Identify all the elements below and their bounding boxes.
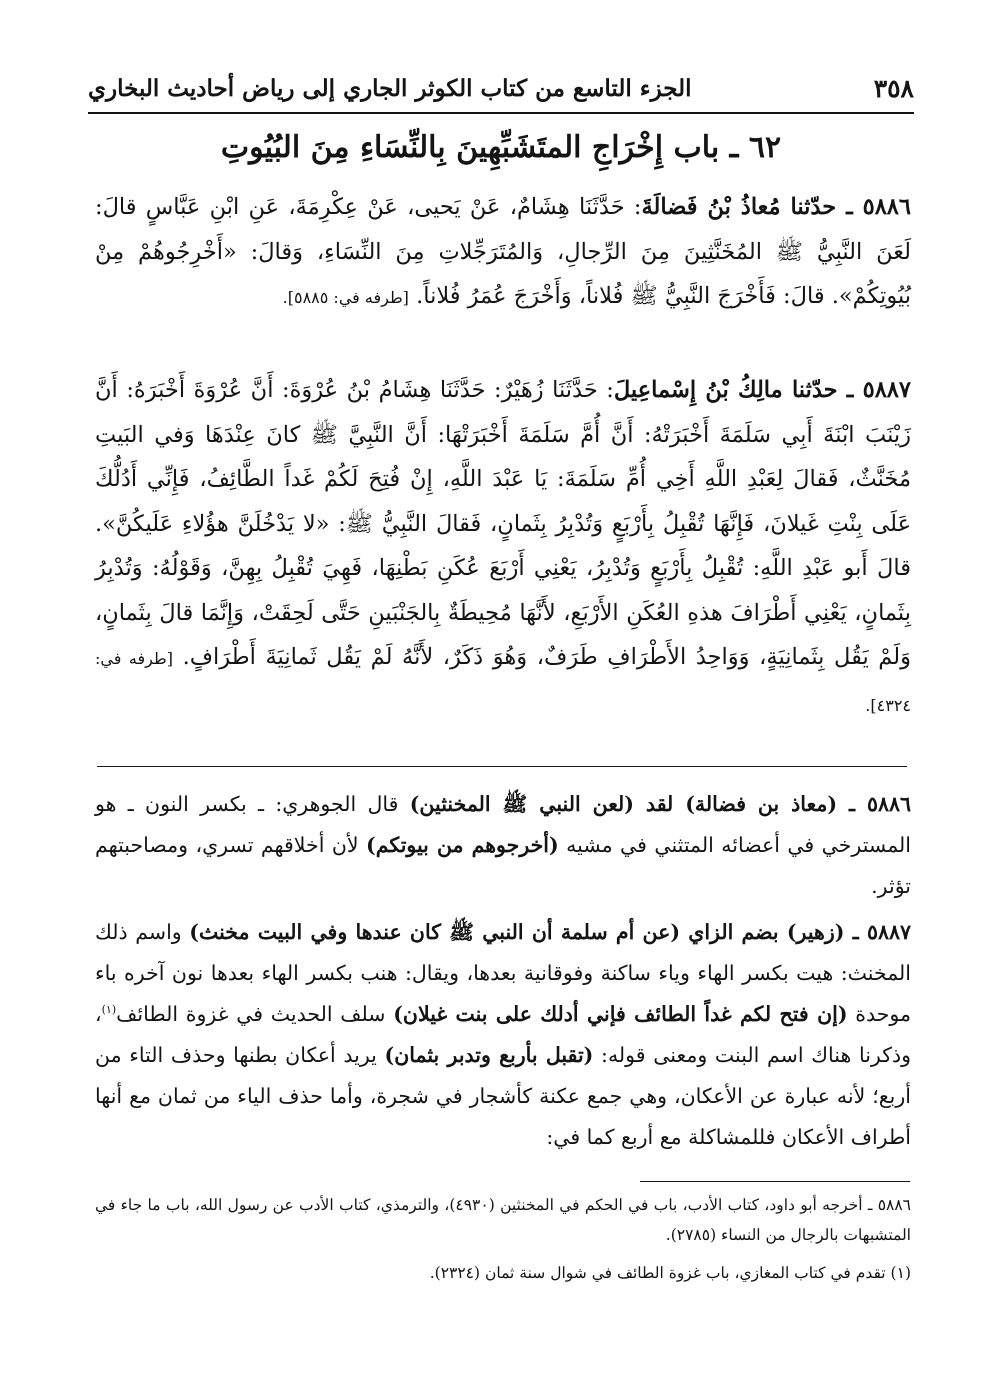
chapter-title: ٦٢ ـ باب إِخْرَاجِ المتَشَبِّهِينَ بِالنِّسَاءِ مِنَ البُيُوتِ xyxy=(220,130,782,165)
footnotes xyxy=(95,1190,911,1288)
commentary-heading: ٥٨٨٦ ـ (معاذ بن فضالة) لقد (لعن النبي ﷺ المخنثين) xyxy=(409,792,911,816)
hadith-5887 xyxy=(95,368,911,728)
commentary-text: سلف الحديث في غزوة الطائف xyxy=(116,1002,394,1026)
page-header xyxy=(88,66,914,110)
hadith-reference: [طرفه في: ٥٨٨٥]. xyxy=(282,288,409,307)
commentary-text: قال الجوهري: ـ بكسر النون ـ هو المسترخي في أعضائه المتثني في مشيه xyxy=(95,792,912,857)
running-title: الجزء التاسع من كتاب الكوثر الجاري إلى رياض أحاديث البخاري xyxy=(88,74,692,102)
hadith-text: : حَدَّثَنَا زُهَيْرٌ: حَدَّثَنَا هِشَامُ بْنُ عُرْوَةَ: أَنَّ عُرْوَةَ أَخْبَرَهُ: أَنَّ زَيْنَبَ ابْنَةَ أَبِي سَلَمَةَ أَخْبَرَتْهُ: أَنَّ أُمَّ سَلَمَةَ أَخْبَرَتْهَا: أَنَّ النَّبِيَّ ﷺ كانَ عِنْدَهَا وَفي البَيتِ مُخَنَّثٌ، فَقالَ لِعَبْدِ اللَّهِ أَخِي أُمِّ سَلَمَةَ: يَا عَبْدَ اللَّهِ، إِنْ فُتِحَ لَكُمْ غَداً الطَّائِفُ، فَإِنِّي أَدُلُّكَ عَلَى بِنْتِ غَيلانَ، فَإِنَّهَا تُقْبِلُ بِأَرْبَعٍ وَتُدْبِرُ بِثَمانٍ، فَقالَ النَّبِيُّ ﷺ: «لا يَدْخُلَنَّ هؤُلاءِ عَلَيكُنَّ». قالَ أَبو عَبْدِ اللَّهِ: تُقْبِلُ بِأَرْبَعٍ وَتُدْبِرُ، يَعْنِي أَرْبَعَ عُكَنِ بَطْنِهَا، فَهِيَ تُقْبِلُ بِهِنَّ، وَقَوْلُهُ: وَتُدْبِرُ بِثَمانٍ، يَعْنِي أَطْرَافَ هذهِ العُكَنِ الأَرْبَعِ، لأَنَّهَا مُحِيطَةٌ بِالجَنْبَينِ حَتَّى لَحِقَتْ، وَإِنَّمَا قالَ بِثَمانٍ، وَلَمْ يَقُل بِثَمانِيَةٍ، وَوَاحِدُ الأَطْرَافِ طَرَفٌ، وَهُوَ ذَكَرٌ، لأَنَّهُ لَمْ يَقُل ثَمانِيَةَ أَطْرَافٍ. xyxy=(95,377,912,670)
commentary-text: ، وذكرنا هناك اسم البنت ومعنى قوله: xyxy=(95,1002,911,1067)
commentary-quote: (أخرجوهم من بيوتكم) xyxy=(366,833,559,857)
hadith-lead: ٥٨٨٦ ـ حدّثنا مُعاذُ بْنُ فَضالَةَ xyxy=(641,194,911,220)
footnote-divider xyxy=(640,1181,910,1182)
footnote-item: ٥٨٨٦ ـ أخرجه أبو داود، كتاب الأدب، باب في الحكم في المخنثين (٤٩٣٠)، والترمذي، كتاب الأدب عن رسول الله، باب ما جاء في المتشبهات بالرجال من النساء (٢٧٨٥). xyxy=(95,1196,911,1244)
hadith-paragraph xyxy=(95,185,911,321)
commentary-text: يريد أعكان بطنها وحذف التاء من أربع؛ لأنه عبارة عن الأعكان، وهي جمع عكنة كأشجار في شجرة، وأما حذف الياء من ثمان مع أنها أطراف الأعكان فللمشاكلة مع أربع كما في: xyxy=(95,1043,911,1149)
commentary-quote: (إن فتح لكم غداً الطائف فإني أدلك على بنت غيلان) xyxy=(393,1002,848,1026)
footnote-marker: (١) xyxy=(101,1003,117,1017)
commentary-paragraph xyxy=(95,784,911,907)
page-number: ٣٥٨ xyxy=(873,73,914,103)
commentary-divider xyxy=(97,766,907,767)
hadith-text: : حَدَّثَنَا هِشَامٌ، عَنْ يَحيى، عَنْ عِكْرِمَةَ، عَنِ ابْنِ عَبَّاسٍ قالَ: لَعَنَ النَّبِيُّ ﷺ المُخَنَّثِينَ مِنَ الرِّجالِ، وَالمُتَرَجِّلاتِ مِنَ النِّسَاءِ، وَقالَ: «أَخْرِجُوهُمْ مِنْ بُيُوتِكُمْ». قالَ: فَأَخْرَجَ النَّبِيُّ ﷺ فُلاناً، وَأَخْرَجَ عُمَرُ فُلاناً. xyxy=(95,194,911,309)
commentary-text: واسم ذلك المخنث: هيت بكسر الهاء وياء ساكنة وفوقانية بعدها، ويقال: هنب بكسر الهاء بعدها نون آخره باء موحدة xyxy=(95,920,912,1026)
header-divider xyxy=(88,112,914,114)
hadith-5886 xyxy=(95,185,911,321)
commentary-heading: ٥٨٨٧ ـ (زهير) بضم الزاي (عن أم سلمة أن النبي ﷺ كان عندها وفي البيت مخنث) xyxy=(189,920,911,944)
commentary-quote: (تقبل بأربع وتدبر بثمان) xyxy=(384,1043,594,1067)
commentary-text: لأن أخلاقهم تسري، ومصاحبتهم تؤثر. xyxy=(95,833,911,898)
hadith-lead: ٥٨٨٧ ـ حدّثنا مالِكُ بْنُ إِسْماعِيلَ xyxy=(613,377,911,403)
commentary-5886 xyxy=(95,784,911,907)
footnote-item: (١) تقدم في كتاب المغازي، باب غزوة الطائف في شوال سنة ثمان (٢٣٢٤). xyxy=(429,1264,911,1282)
commentary-5887 xyxy=(95,912,911,1158)
hadith-paragraph xyxy=(95,368,911,728)
hadith-reference: [طرفه في: ٤٣٢٤]. xyxy=(95,649,911,715)
commentary-paragraph xyxy=(95,912,911,1158)
